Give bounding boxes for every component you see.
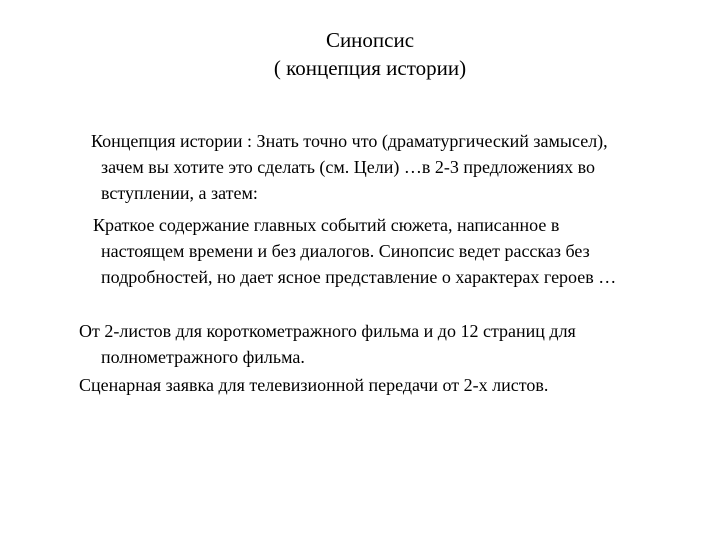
summary-line-1: Краткое содержание главных событий сюжета, написанное в [93, 215, 560, 235]
summary-line-2: настоящем времени и без диалогов. Синопсис ведет рассказ без [101, 241, 590, 261]
paragraph-tv [79, 372, 548, 398]
concept-line-3: вступлении, а затем: [101, 183, 258, 203]
paragraph-concept [91, 128, 608, 206]
paragraph-length [79, 318, 576, 370]
summary-line-3: подробностей, но дает ясное представление о характерах героев … [101, 267, 617, 287]
concept-line-2: зачем вы хотите это сделать (см. Цели) …в 2-3 предложениях во [101, 157, 596, 177]
concept-line-1: Концепция истории : Знать точно что (драматургический замысел), [91, 131, 608, 151]
slide-title [0, 26, 720, 82]
title-line-2: ( концепция истории) [273, 56, 467, 80]
tv-line-1: Сценарная заявка для телевизионной передачи от 2-х листов. [79, 375, 549, 395]
length-line-1: От 2-листов для короткометражного фильма и до 12 страниц для [79, 321, 576, 341]
length-line-2: полнометражного фильма. [101, 347, 305, 367]
title-line-1: Синопсис [325, 28, 415, 52]
paragraph-summary [93, 212, 616, 290]
